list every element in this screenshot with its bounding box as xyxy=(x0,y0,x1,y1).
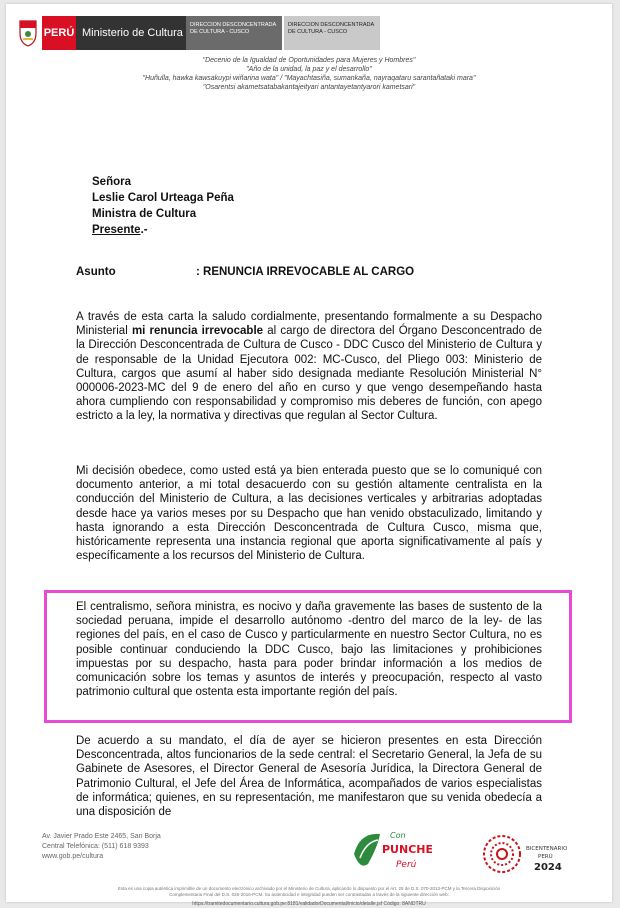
direccion-label-2: DIRECCION DESCONCENTRADA DE CULTURA - CUSCO xyxy=(284,16,380,50)
logo-peru-text: Perú xyxy=(396,860,417,870)
motto-line: "Decenio de la Igualdad de Oportunidades para Mujeres y Hombres" xyxy=(202,57,416,64)
paragraph-3: El centralismo, señora ministra, es nocivo y daña gravemente las bases de sustento de la sociedad peruana, impide el desarrollo autónomo -dentro del marco de la ley- de las regiones del país, en el caso de Cusco y particularmente en nuestro Sector Cultura, no es posible continuar conduciendo la DDC Cusco, bajo las limitaciones y prohibiciones impuestas por su despacho, hasta para poder brindar información a los medios de comunicación sobre los temas y asuntos de interés y preocupación, respecto al vasto patrimonio cultural que ostenta esta importante región del país. xyxy=(76,601,542,699)
recipient-name: Leslie Carol Urteaga Peña xyxy=(92,192,234,204)
letterhead xyxy=(14,16,380,50)
footer-website: www.gob.pe/cultura xyxy=(42,853,104,860)
logo-bicentenario-year: 2024 xyxy=(534,862,562,873)
ministerio-label: Ministerio de Cultura xyxy=(76,16,186,50)
logo-punche-text: PUNCHE xyxy=(382,843,432,856)
logo-con-text: Con xyxy=(390,831,406,840)
motto-line: "Huñulla, hawka kawsakuypi wiñarina wata" / "Mayachtasiña, sumankaña, nayraqataru sarantañataki mara" xyxy=(142,75,476,82)
document-page xyxy=(6,4,612,907)
logo-bicentenario-peru: PERÚ xyxy=(538,854,553,860)
paragraph-1-end: al cargo de directora del Órgano Desconcentrado de la Dirección Desconcentrada de Cultura de Cusco - DDC Cusco del Ministerio de Cultura y de responsable de la Unidad Ejecutora 002: MC-Cusco, del Pliego 003: Ministerio de Cultura, cargos que asumí al haber sido designada mediante Resolución Ministerial N° 000006-2023-MC del 9 de enero del año en curso y que vengo desempeñando hasta ahora cumpliendo con responsabilidad y compromiso mis deberes de función, con apego estricto a la ley, la normativa y directivas que regulan al Sector Cultura. xyxy=(76,325,542,423)
peru-label: PERÚ xyxy=(42,16,76,50)
bicentenario-logo xyxy=(480,830,590,878)
presente-word: Presente xyxy=(92,224,141,236)
footer-address-line: Av. Javier Prado Este 2465, San Borja xyxy=(42,833,161,840)
subject-line xyxy=(76,266,415,278)
presente-suffix: .- xyxy=(140,224,148,236)
coat-of-arms-icon xyxy=(14,16,42,50)
direccion-label-1: DIRECCION DESCONCENTRADA DE CULTURA - CUSCO xyxy=(186,16,282,50)
motto-line: "Osarentsi akametsatabakantajeityari antantayetantyarori kametsari" xyxy=(202,84,416,91)
subject-label: Asunto xyxy=(76,266,116,278)
authenticity-line: Complementaria Final del D.S. 026-2016-PCM. Su autenticidad e integridad pueden ser contrastadas a través de la siguiente dirección web: xyxy=(169,892,449,897)
mottos xyxy=(6,56,612,92)
motto-line: "Año de la unidad, la paz y el desarrollo" xyxy=(246,66,372,73)
con-punche-peru-logo xyxy=(350,824,432,878)
paragraph-1-start: A través de esta carta la saludo cordialmente, presentando formalmente a su Despacho Ministerial xyxy=(76,311,542,338)
paragraph-4: De acuerdo a su mandato, el día de ayer se hicieron presentes en esta Dirección Desconcentrada, altos funcionarios de la sede central: el Secretario General, la Jefa de su Gabinete de Asesores, el Director General de Asesoría Jurídica, la Directora General de Patrimonio Cultural, el Jefe del Área de Informática, acompañados de varios especialistas de informática; quienes, en su representación, me manifestaron que su venida obedecía a una disposición de xyxy=(76,735,542,819)
logo-bicentenario-text: BICENTENARIO xyxy=(526,846,568,852)
footer-phone: Central Telefónica: (511) 618 9393 xyxy=(42,843,149,850)
presente-line xyxy=(92,222,234,238)
recipient-block xyxy=(92,174,234,238)
paragraph-1 xyxy=(76,310,542,424)
authenticity-line: Esta es una copia auténtica imprimible de un documento electrónico archivado por el Ministerio de Cultura, aplicando lo dispuesto por el Art. 25 de D.S. 070-2013-PCM y la Tercera Disposición xyxy=(117,886,501,891)
validation-url[interactable]: https://tramitedocumentario.cultura.gob.pe:8181/validadorDocumental/inicio/detalle.jsf Código: 8ANDTRU xyxy=(192,901,426,907)
salutation: Señora xyxy=(92,176,131,188)
paragraph-1-bold: mi renuncia irrevocable xyxy=(131,325,264,338)
subject-value: : RENUNCIA IRREVOCABLE AL CARGO xyxy=(196,266,415,278)
recipient-title: Ministra de Cultura xyxy=(92,208,197,220)
authenticity-note xyxy=(6,886,612,898)
paragraph-2: Mi decisión obedece, como usted está ya bien enterada puesto que se lo comuniqué con documento anterior, a mi total desacuerdo con su gestión altamente centralista en la conducción del Ministerio de Cultura, a las decisiones verticales y arbitrarias adoptadas desde hace ya varios meses por su Despacho que han venido obstaculizado, limitando y hasta ignorando a esta Dirección Desconcentrada de Cultura Cusco, misma que, históricamente representa una instancia regional que aporta significativamente al país y específicamente a los recursos del Ministerio de Cultura. xyxy=(76,465,542,563)
footer-address xyxy=(42,832,161,862)
